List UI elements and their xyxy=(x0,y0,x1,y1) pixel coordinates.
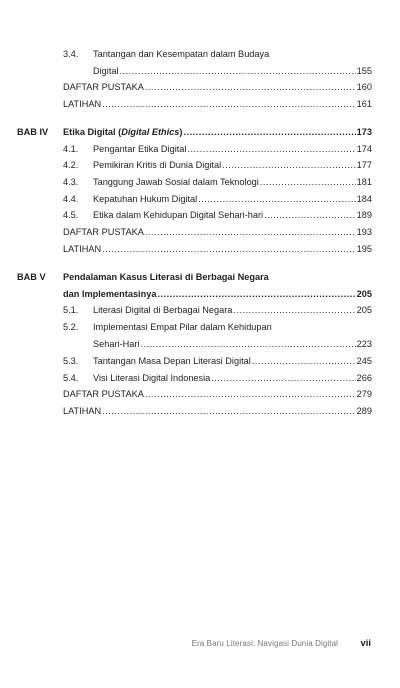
toc-entry-ch4-daftar xyxy=(63,226,372,239)
section-number: 3.4. xyxy=(63,49,79,59)
toc-entry-ch5-latihan xyxy=(63,405,372,418)
section-title: Implementasi Empat Pilar dalam Kehidupan xyxy=(93,322,272,332)
page-number: 193 xyxy=(356,227,372,237)
section-number: 4.2. xyxy=(63,160,79,170)
page-number: 289 xyxy=(356,406,372,416)
toc-entry-5-1 xyxy=(63,304,372,317)
section-number: 4.4. xyxy=(63,194,79,204)
section-title: Tantangan Masa Depan Literasi Digital xyxy=(93,356,251,366)
section-title: DAFTAR PUSTAKA xyxy=(63,227,144,237)
chapter-title-cont: dan Implementasinya xyxy=(63,289,157,299)
page-number: 189 xyxy=(356,210,372,220)
section-title: Visi Literasi Digital Indonesia xyxy=(93,373,211,383)
section-title: DAFTAR PUSTAKA xyxy=(63,82,144,92)
leader-dots xyxy=(102,243,356,256)
page-number: 161 xyxy=(356,99,372,109)
section-title: LATIHAN xyxy=(63,244,102,254)
leader-dots xyxy=(252,355,356,368)
toc-entry-5-3 xyxy=(63,355,372,368)
toc-entry-4-3 xyxy=(63,176,372,189)
section-title-cont: Sehari-Hari xyxy=(93,339,140,349)
section-title: Kepatuhan Hukum Digital xyxy=(93,194,198,204)
section-number: 5.1. xyxy=(63,305,79,315)
section-title: Literasi Digital di Berbagai Negara xyxy=(93,305,233,315)
toc-chapter-4 xyxy=(63,126,372,139)
page-number: 155 xyxy=(356,66,372,76)
toc-entry-5-2-cont xyxy=(93,338,372,351)
page-number: 279 xyxy=(356,389,372,399)
section-number: 4.1. xyxy=(63,144,79,154)
leader-dots xyxy=(260,176,356,189)
page-number: 160 xyxy=(356,82,372,92)
toc-entry-ch3-latihan xyxy=(63,98,372,111)
page-folio: vii xyxy=(360,638,371,649)
section-title: Pemikiran Kritis di Dunia Digital xyxy=(93,160,222,170)
leader-dots xyxy=(222,159,355,172)
page-number: 205 xyxy=(356,305,372,315)
leader-dots xyxy=(233,304,355,317)
toc-entry-ch3-daftar xyxy=(63,81,372,94)
section-title: LATIHAN xyxy=(63,99,102,109)
leader-dots xyxy=(157,288,355,301)
page-number: 245 xyxy=(356,356,372,366)
section-number: 5.2. xyxy=(63,322,79,332)
leader-dots xyxy=(102,98,356,111)
page-number: 195 xyxy=(356,244,372,254)
section-title-cont: Digital xyxy=(93,66,119,76)
page-number: 173 xyxy=(356,127,372,137)
leader-dots xyxy=(198,193,355,206)
chapter-title: Etika Digital (Digital Ethics) xyxy=(63,127,183,137)
page-number: 266 xyxy=(356,373,372,383)
page-number: 181 xyxy=(356,177,372,187)
page-number: 184 xyxy=(356,194,372,204)
toc-entry-4-1 xyxy=(63,143,372,156)
chapter-title: Pendalaman Kasus Literasi di Berbagai Negara xyxy=(63,272,269,282)
section-title: DAFTAR PUSTAKA xyxy=(63,389,144,399)
toc-entry-4-5 xyxy=(63,209,372,222)
leader-dots xyxy=(211,372,355,385)
leader-dots xyxy=(102,405,356,418)
section-number: 4.5. xyxy=(63,210,79,220)
leader-dots xyxy=(183,126,355,139)
toc-entry-ch5-daftar xyxy=(63,388,372,401)
leader-dots xyxy=(187,143,355,156)
section-number: 5.3. xyxy=(63,356,79,366)
toc-entry-3-4 xyxy=(63,48,372,61)
section-title: LATIHAN xyxy=(63,406,102,416)
leader-dots xyxy=(145,81,356,94)
section-number: 4.3. xyxy=(63,177,79,187)
section-number: 5.4. xyxy=(63,373,79,383)
toc-entry-5-4 xyxy=(63,372,372,385)
running-footer-title: Era Baru Literasi: Navigasi Dunia Digital xyxy=(191,639,338,648)
chapter-label: BAB V xyxy=(17,272,46,282)
chapter-label: BAB IV xyxy=(17,127,49,137)
toc-entry-ch4-latihan xyxy=(63,243,372,256)
page-number: 205 xyxy=(356,289,372,299)
leader-dots xyxy=(264,209,356,222)
section-title: Pengantar Etika Digital xyxy=(93,144,187,154)
toc-chapter-5-line2 xyxy=(63,288,372,301)
toc-chapter-5-line1 xyxy=(63,271,372,284)
leader-dots xyxy=(145,388,356,401)
toc-entry-5-2 xyxy=(63,321,372,334)
leader-dots xyxy=(145,226,356,239)
page-number: 223 xyxy=(356,339,372,349)
toc-entry-4-2 xyxy=(63,159,372,172)
toc-entry-3-4-cont xyxy=(93,65,372,78)
page-number: 177 xyxy=(356,160,372,170)
leader-dots xyxy=(120,65,356,78)
leader-dots xyxy=(140,338,355,351)
section-title: Tantangan dan Kesempatan dalam Budaya xyxy=(93,49,270,59)
section-title: Tanggung Jawab Sosial dalam Teknologi xyxy=(93,177,259,187)
toc-entry-4-4 xyxy=(63,193,372,206)
section-title: Etika dalam Kehidupan Digital Sehari-hari xyxy=(93,210,264,220)
page-number: 174 xyxy=(356,144,372,154)
